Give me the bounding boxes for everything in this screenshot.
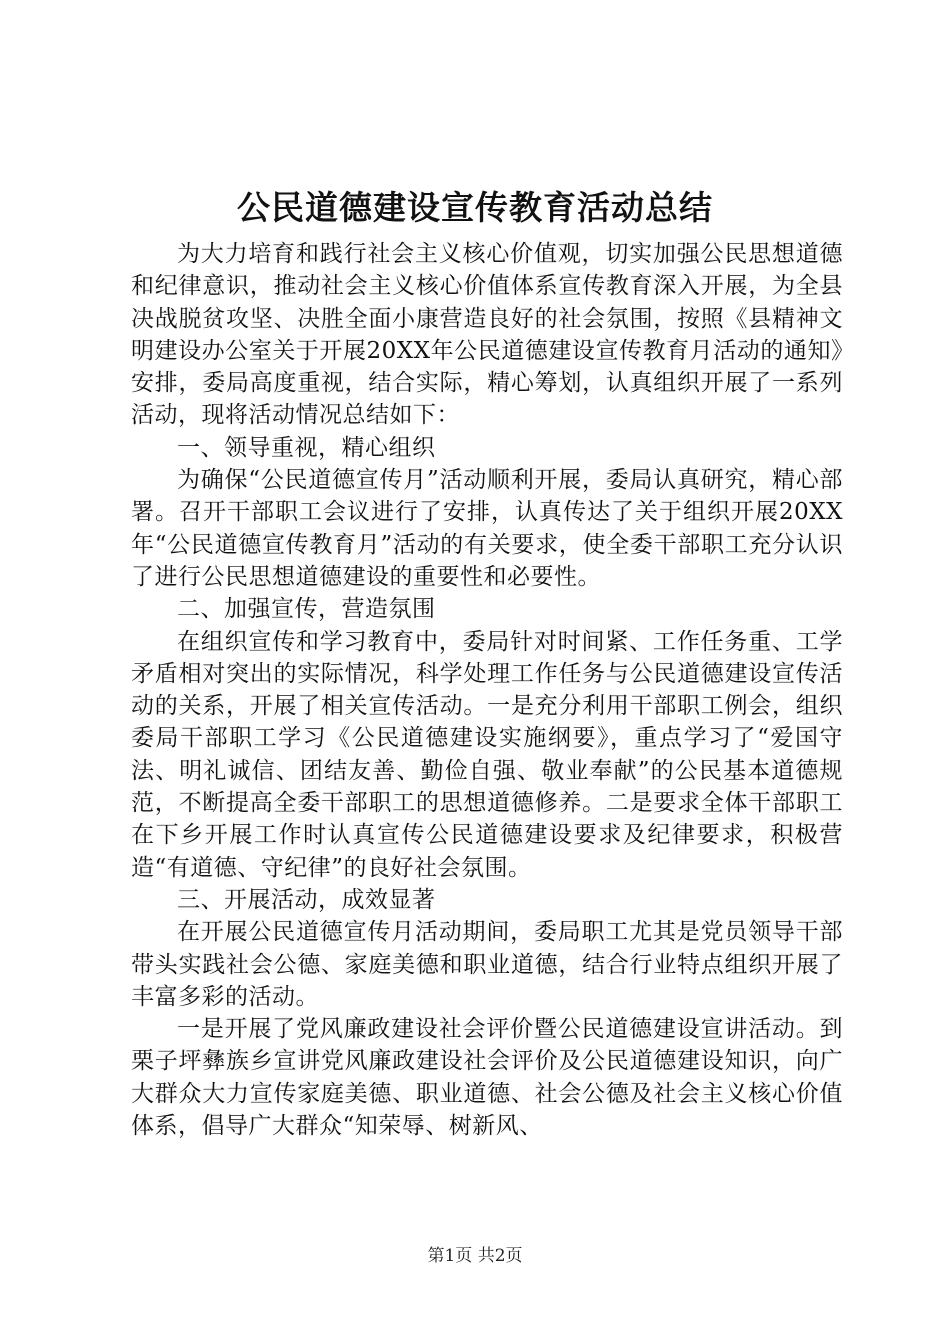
paragraph-section-1: 为确保“公民道德宣传月”活动顺利开展，委局认真研究，精心部署。召开干部职工会议进行了安排，认真传达了关于组织开展20XX年“公民道德宣传教育月”活动的有关要求，使全委干部职工充分认识了进行公民思想道德建设的重要性和必要性。 xyxy=(131,467,843,590)
document-body xyxy=(131,238,843,1142)
paragraph-intro: 为大力培育和践行社会主义核心价值观，切实加强公民思想道德和纪律意识，推动社会主义核心价值体系宣传教育深入开展，为全县决战脱贫攻坚、决胜全面小康营造良好的社会氛围，按照《县精神文明建设办公室关于开展20XX年公民道德建设宣传教育月活动的通知》安排，委局高度重视，结合实际，精心筹划，认真组织开展了一系列活动，现将活动情况总结如下： xyxy=(131,241,843,429)
document-title: 公民道德建设宣传教育活动总结 xyxy=(237,188,713,227)
paragraph-section-3-item-1: 一是开展了党风廉政建设社会评价暨公民道德建设宣讲活动。到栗子坪彝族乡宣讲党风廉政建设社会评价及公民道德建设知识，向广大群众大力宣传家庭美德、职业道德、社会公德及社会主义核心价值体系，倡导广大群众“知荣辱、树新风、 xyxy=(131,1016,843,1140)
section-heading-2: 二、加强宣传，营造氛围 xyxy=(177,596,436,623)
section-heading-1: 一、领导重视，精心组织 xyxy=(177,434,436,461)
page-footer: 第1页 共2页 xyxy=(427,1246,523,1266)
section-heading-3: 三、开展活动，成效显著 xyxy=(177,886,436,913)
paragraph-section-3: 在开展公民道德宣传月活动期间，委局职工尤其是党员领导干部带头实践社会公德、家庭美德和职业道德，结合行业特点组织开展了丰富多彩的活动。 xyxy=(131,919,843,1010)
paragraph-section-2: 在组织宣传和学习教育中，委局针对时间紧、工作任务重、工学矛盾相对突出的实际情况，科学处理工作任务与公民道德建设宣传活动的关系，开展了相关宣传活动。一是充分利用干部职工例会，组织委局干部职工学习《公民道德建设实施纲要》，重点学习了“爱国守法、明礼诚信、团结友善、勤俭自强、敬业奉献”的公民基本道德规范，不断提高全委干部职工的思想道德修养。二是要求全体干部职工在下乡开展工作时认真宣传公民道德建设要求及纪律要求，积极营造“有道德、守纪律”的良好社会氛围。 xyxy=(131,628,843,881)
